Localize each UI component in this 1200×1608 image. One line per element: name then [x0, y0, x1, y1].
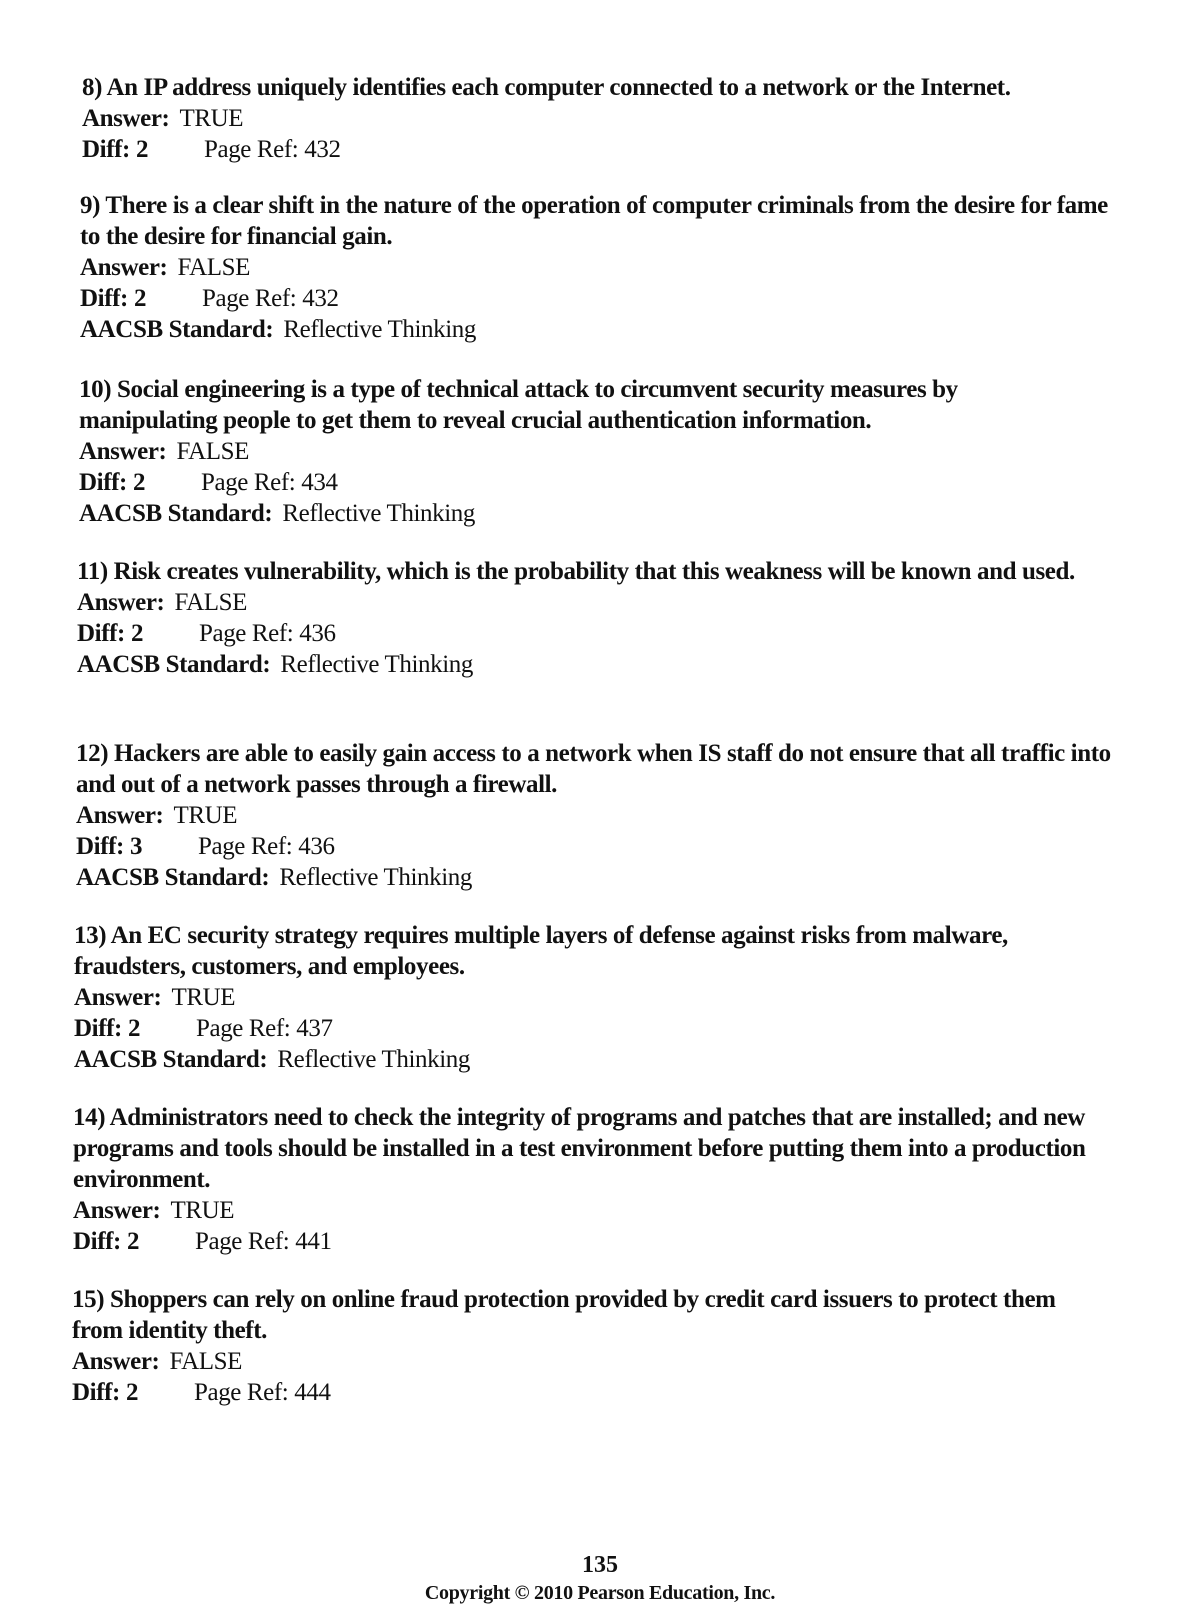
pageref-value: 432	[302, 285, 339, 312]
diff-label: Diff:	[73, 1228, 121, 1255]
answer-line	[72, 1346, 1112, 1377]
aacsb-label: AACSB Standard:	[79, 500, 273, 527]
diff-line	[73, 1226, 1093, 1257]
copyright-notice: Copyright © 2010 Pearson Education, Inc.	[424, 1582, 776, 1604]
diff-label: Diff:	[82, 136, 130, 163]
answer-value: TRUE	[171, 984, 236, 1011]
pageref-value: 434	[301, 469, 338, 496]
question-text: 11) Risk creates vulnerability, which is the probability that this weakness will be known and used.	[77, 558, 1075, 585]
pageref	[198, 831, 335, 862]
diff-label: Diff:	[76, 833, 124, 860]
aacsb-label: AACSB Standard:	[80, 316, 274, 343]
answer-line	[80, 252, 1120, 283]
diff-line	[74, 1013, 1094, 1044]
diff-value: 2	[133, 285, 147, 312]
question-text: 9) There is a clear shift in the nature of the operation of computer criminals from the desire for fame to the desire for financial gain.	[80, 192, 1108, 250]
question-10	[79, 374, 1079, 529]
question-text: 15) Shoppers can rely on online fraud protection provided by credit card issuers to protect them from identity theft.	[72, 1286, 1056, 1344]
question-text: 8) An IP address uniquely identifies each computer connected to a network or the Internet.	[82, 74, 1011, 101]
question-text: 13) An EC security strategy requires multiple layers of defense against risks from malware, fraudsters, customers, and employees.	[74, 922, 1008, 980]
pageref-value: 437	[296, 1015, 333, 1042]
aacsb-value: Reflective Thinking	[283, 316, 476, 343]
aacsb-value: Reflective Thinking	[280, 651, 473, 678]
question-text: 10) Social engineering is a type of technical attack to circumvent security measures by manipulating people to get them to reveal crucial authentication information.	[79, 376, 958, 434]
answer-value: TRUE	[170, 1197, 235, 1224]
diff-value: 2	[126, 1228, 140, 1255]
pageref-label: Page Ref:	[194, 1379, 289, 1406]
answer-line	[77, 587, 1117, 618]
diff-value: 2	[132, 469, 146, 496]
diff-label: Diff:	[79, 469, 127, 496]
pageref-label: Page Ref:	[199, 620, 294, 647]
pageref	[204, 134, 341, 165]
question-text: 12) Hackers are able to easily gain access to a network when IS staff do not ensure that all traffic into and out of a network passes through a firewall.	[76, 740, 1111, 798]
pageref-label: Page Ref:	[196, 1015, 291, 1042]
pageref-value: 436	[298, 833, 335, 860]
pageref-label: Page Ref:	[198, 833, 293, 860]
pageref-value: 436	[299, 620, 336, 647]
diff-value: 2	[125, 1379, 139, 1406]
pageref-label: Page Ref:	[195, 1228, 290, 1255]
page-number: 135	[582, 1552, 618, 1578]
diff-line	[82, 134, 1122, 165]
question-9	[80, 190, 1120, 345]
answer-label: Answer:	[73, 1197, 161, 1224]
pageref-value: 444	[294, 1379, 331, 1406]
pageref	[201, 467, 338, 498]
pageref-label: Page Ref:	[201, 469, 296, 496]
question-11	[77, 556, 1117, 680]
aacsb-label: AACSB Standard:	[77, 651, 271, 678]
diff-value: 2	[135, 136, 149, 163]
answer-value: FALSE	[169, 1348, 243, 1375]
answer-line	[76, 800, 1136, 831]
answer-line	[79, 436, 1079, 467]
diff-label: Diff:	[80, 285, 128, 312]
diff-label: Diff:	[74, 1015, 122, 1042]
pageref-label: Page Ref:	[202, 285, 297, 312]
question-12	[76, 738, 1136, 893]
answer-value: TRUE	[173, 802, 238, 829]
diff-value: 2	[127, 1015, 141, 1042]
aacsb-line	[76, 862, 1136, 893]
pageref-label: Page Ref:	[204, 136, 299, 163]
answer-line	[73, 1195, 1093, 1226]
pageref	[196, 1013, 333, 1044]
diff-label: Diff:	[77, 620, 125, 647]
answer-label: Answer:	[79, 438, 167, 465]
question-8	[82, 72, 1122, 165]
diff-line	[79, 467, 1079, 498]
aacsb-value: Reflective Thinking	[277, 1046, 470, 1073]
answer-line	[82, 103, 1122, 134]
aacsb-label: AACSB Standard:	[74, 1046, 268, 1073]
aacsb-line	[74, 1044, 1094, 1075]
aacsb-line	[79, 498, 1079, 529]
answer-label: Answer:	[82, 105, 170, 132]
question-15	[72, 1284, 1112, 1408]
question-14	[73, 1102, 1093, 1257]
answer-label: Answer:	[77, 589, 165, 616]
aacsb-label: AACSB Standard:	[76, 864, 270, 891]
aacsb-line	[77, 649, 1117, 680]
diff-line	[80, 283, 1120, 314]
answer-label: Answer:	[80, 254, 168, 281]
aacsb-value: Reflective Thinking	[279, 864, 472, 891]
answer-label: Answer:	[74, 984, 162, 1011]
question-13	[74, 920, 1094, 1075]
answer-value: FALSE	[174, 589, 248, 616]
aacsb-value: Reflective Thinking	[282, 500, 475, 527]
pageref	[194, 1377, 331, 1408]
diff-value: 3	[129, 833, 143, 860]
diff-label: Diff:	[72, 1379, 120, 1406]
pageref-value: 432	[304, 136, 341, 163]
answer-line	[74, 982, 1094, 1013]
diff-line	[77, 618, 1117, 649]
answer-value: TRUE	[179, 105, 244, 132]
answer-value: FALSE	[177, 254, 251, 281]
question-text: 14) Administrators need to check the integrity of programs and patches that are installed; and new programs and tools should be installed in a test environment before putting them into a production environment.	[73, 1104, 1086, 1193]
answer-value: FALSE	[176, 438, 250, 465]
aacsb-line	[80, 314, 1120, 345]
pageref	[199, 618, 336, 649]
answer-label: Answer:	[72, 1348, 160, 1375]
diff-value: 2	[130, 620, 144, 647]
pageref-value: 441	[295, 1228, 332, 1255]
diff-line	[72, 1377, 1112, 1408]
diff-line	[76, 831, 1136, 862]
pageref	[195, 1226, 332, 1257]
pageref	[202, 283, 339, 314]
answer-label: Answer:	[76, 802, 164, 829]
